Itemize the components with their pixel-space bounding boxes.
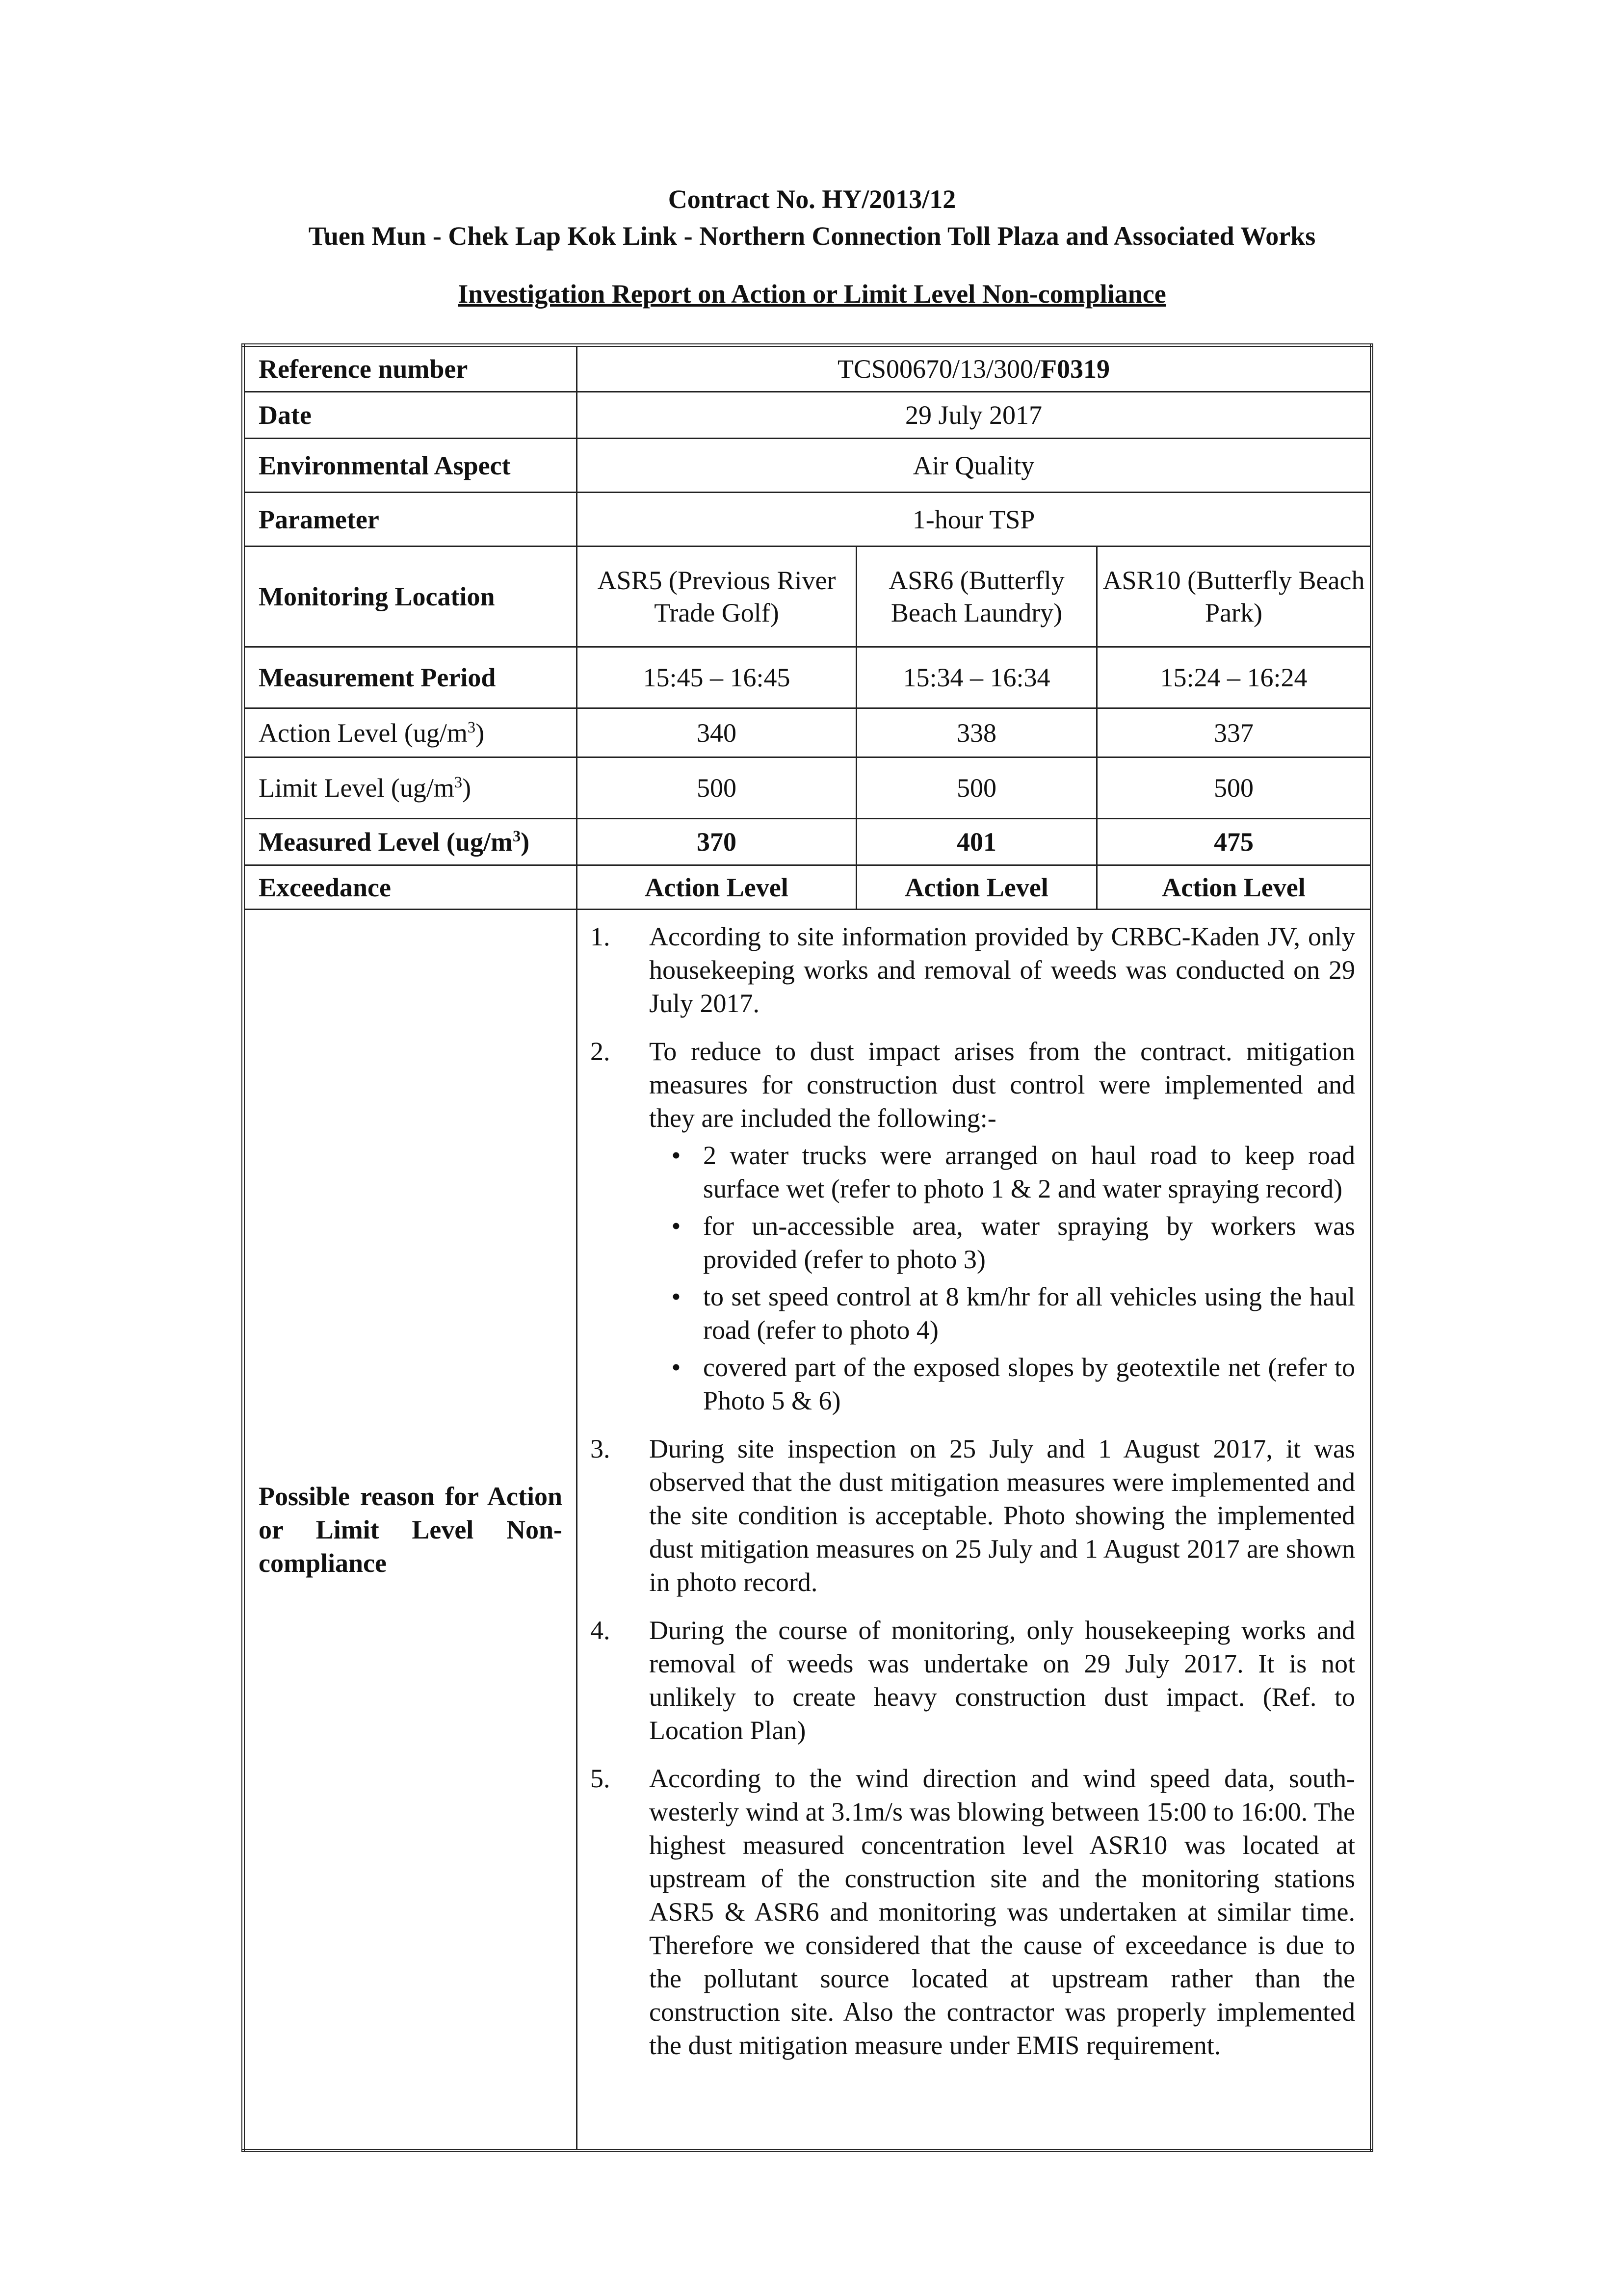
note-item xyxy=(590,1762,1355,2062)
measured-level-label-text: Measured Level (ug/m xyxy=(259,827,513,857)
report-title: Investigation Report on Action or Limit Level Non-compliance xyxy=(458,279,1166,309)
action-level-asr5: 340 xyxy=(577,708,857,757)
note-number: 5. xyxy=(590,1764,610,1793)
parameter-value: 1-hour TSP xyxy=(577,493,1372,547)
limit-level-unit-sup: 3 xyxy=(454,774,463,791)
bullet-text: for un-accessible area, water spraying by workers was provided (refer to photo 3) xyxy=(703,1211,1356,1274)
reason-notes xyxy=(577,910,1370,2065)
project-title: Tuen Mun - Chek Lap Kok Link - Northern Connection Toll Plaza and Associated Works xyxy=(308,221,1316,251)
contract-number: Contract No. HY/2013/12 xyxy=(668,184,956,214)
note-item xyxy=(590,1432,1355,1599)
note-text: According to the wind direction and wind speed data, south-westerly wind at 3.1m/s was blowing between 15:00 to 16:00. The highest measured concentration level ASR10 was located at upstream of the construction site and the monitoring stations ASR5 & ASR6 and monitoring was undertaken at similar time. Therefore we considered that the cause of exceedance is due to the pollutant source located at upstream rather than the construction site. Also the contractor was properly implemented the dust mitigation measure under EMIS requirement. xyxy=(649,1764,1356,2060)
period-asr10: 15:24 – 16:24 xyxy=(1097,647,1372,708)
limit-level-asr5: 500 xyxy=(577,757,857,819)
bullet-item xyxy=(649,1209,1355,1276)
note-number: 3. xyxy=(590,1434,610,1463)
location-asr6: ASR6 (Butterfly Beach Laundry) xyxy=(857,547,1097,647)
exceedance-asr10: Action Level xyxy=(1097,865,1372,910)
exceedance-asr6: Action Level xyxy=(857,865,1097,910)
row-date xyxy=(243,392,1372,439)
row-reason xyxy=(243,910,1372,2151)
bullet-text: covered part of the exposed slopes by geotextile net (refer to Photo 5 & 6) xyxy=(703,1353,1356,1415)
row-parameter xyxy=(243,493,1372,547)
note-item xyxy=(590,1614,1355,1747)
measured-level-asr6: 401 xyxy=(857,819,1097,865)
action-level-asr10: 337 xyxy=(1097,708,1372,757)
row-location xyxy=(243,547,1372,647)
row-limit-level xyxy=(243,757,1372,819)
reference-code: F0319 xyxy=(1041,354,1110,384)
parameter-label: Parameter xyxy=(243,493,577,547)
bullet-icon: • xyxy=(671,1141,681,1170)
period-asr6: 15:34 – 16:34 xyxy=(857,647,1097,708)
row-action-level xyxy=(243,708,1372,757)
row-aspect xyxy=(243,439,1372,493)
bullet-icon: • xyxy=(671,1282,681,1311)
action-level-label xyxy=(243,708,577,757)
limit-level-label xyxy=(243,757,577,819)
action-level-label-text: Action Level (ug/m xyxy=(259,718,468,748)
row-period xyxy=(243,647,1372,708)
action-level-asr6: 338 xyxy=(857,708,1097,757)
location-asr10: ASR10 (Butterfly Beach Park) xyxy=(1097,547,1372,647)
date-value: 29 July 2017 xyxy=(577,392,1372,439)
measured-level-label xyxy=(243,819,577,865)
aspect-label: Environmental Aspect xyxy=(243,439,577,493)
note-item xyxy=(590,920,1355,1020)
bullet-item xyxy=(649,1351,1355,1417)
note-text: According to site information provided by CRBC-Kaden JV, only housekeeping works and removal of weeds was conducted on 29 July 2017. xyxy=(649,922,1356,1018)
note-body xyxy=(649,1035,1355,1417)
reason-notes-cell xyxy=(577,910,1372,2151)
action-level-unit-sup: 3 xyxy=(467,718,476,736)
limit-level-asr6: 500 xyxy=(857,757,1097,819)
reference-value xyxy=(577,345,1372,392)
note-number: 1. xyxy=(590,922,610,951)
measured-level-asr5: 370 xyxy=(577,819,857,865)
date-label: Date xyxy=(243,392,577,439)
bullet-text: to set speed control at 8 km/hr for all vehicles using the haul road (refer to photo 4) xyxy=(703,1282,1356,1345)
note-number: 4. xyxy=(590,1616,610,1645)
reference-label: Reference number xyxy=(243,345,577,392)
note-text: During site inspection on 25 July and 1 August 2017, it was observed that the dust mitigation measures were implemented and the site condition is acceptable. Photo showing the implemented dust mitigation measures on 25 July and 1 August 2017 are shown in photo record. xyxy=(649,1434,1356,1597)
bullet-text: 2 water trucks were arranged on haul road to keep road surface wet (refer to photo 1 & 2 and water spraying record) xyxy=(703,1141,1356,1203)
limit-level-label-end: ) xyxy=(462,773,471,803)
exceedance-label: Exceedance xyxy=(243,865,577,910)
row-exceedance xyxy=(243,865,1372,910)
period-label: Measurement Period xyxy=(243,647,577,708)
exceedance-asr5: Action Level xyxy=(577,865,857,910)
limit-level-label-text: Limit Level (ug/m xyxy=(259,773,454,803)
note-item xyxy=(590,1035,1355,1417)
measured-level-asr10: 475 xyxy=(1097,819,1372,865)
bullet-item xyxy=(649,1139,1355,1205)
note-text: To reduce to dust impact arises from the contract. mitigation measures for construction dust control were implemented and they are included the following:- xyxy=(649,1037,1356,1133)
measured-level-label-end: ) xyxy=(521,827,530,857)
location-label: Monitoring Location xyxy=(243,547,577,647)
note-text: During the course of monitoring, only housekeeping works and removal of weeds was undertake on 29 July 2017. It is not unlikely to create heavy construction dust impact. (Ref. to Location Plan) xyxy=(649,1616,1356,1745)
note-number: 2. xyxy=(590,1037,610,1066)
bullet-icon: • xyxy=(671,1353,681,1382)
bullet-icon: • xyxy=(671,1211,681,1241)
aspect-value: Air Quality xyxy=(577,439,1372,493)
measured-level-unit-sup: 3 xyxy=(512,828,521,845)
location-asr5: ASR5 (Previous River Trade Golf) xyxy=(577,547,857,647)
action-level-label-end: ) xyxy=(475,718,485,748)
investigation-table xyxy=(241,343,1373,2152)
limit-level-asr10: 500 xyxy=(1097,757,1372,819)
period-asr5: 15:45 – 16:45 xyxy=(577,647,857,708)
reference-prefix: TCS00670/13/300/ xyxy=(837,354,1041,384)
reason-label: Possible reason for Action or Limit Level Non-compliance xyxy=(243,910,577,2151)
bullet-item xyxy=(649,1280,1355,1347)
row-reference xyxy=(243,345,1372,392)
row-measured-level xyxy=(243,819,1372,865)
